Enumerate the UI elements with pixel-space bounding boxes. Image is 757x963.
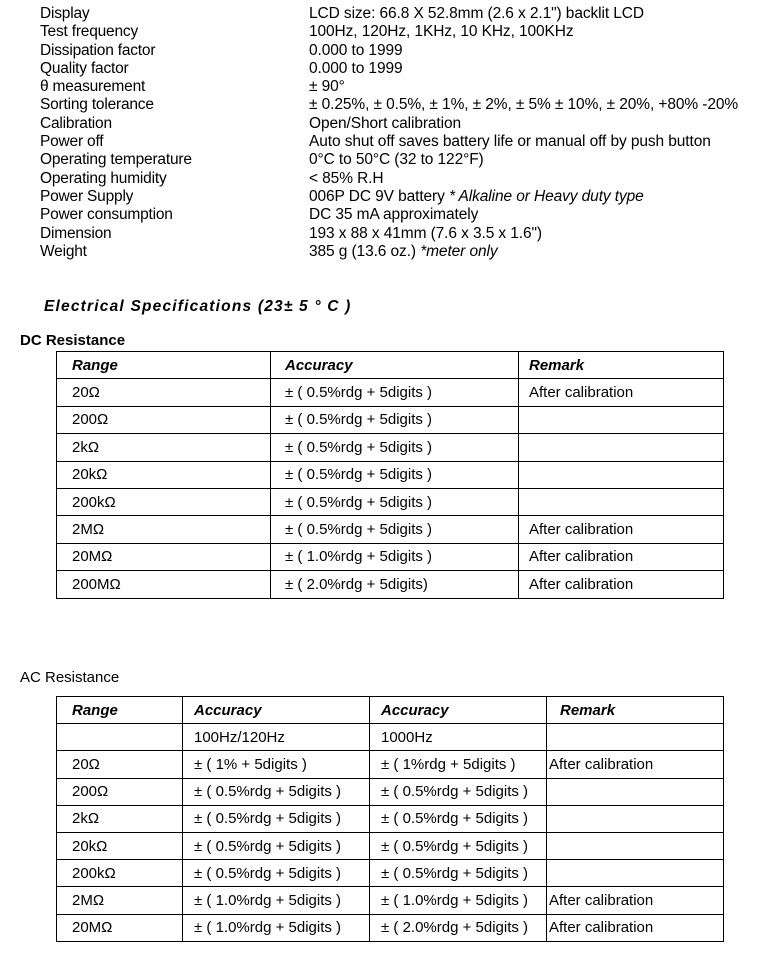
accuracy-cell: ± ( 0.5%rdg + 5digits ) [370,832,547,859]
spec-label: Quality factor [40,59,129,77]
spec-value: 100Hz, 120Hz, 1KHz, 10 KHz, 100KHz [309,23,574,41]
accuracy-cell: ± ( 0.5%rdg + 5digits ) [183,860,370,887]
table-row [57,379,724,406]
remark-cell [547,832,724,859]
spec-value: ± 0.25%, ± 0.5%, ± 1%, ± 2%, ± 5% ± 10%, ± 20%, +80% -20% [309,96,739,114]
column-header-remark: Remark [519,352,724,379]
range-cell: 200kΩ [57,488,271,515]
column-header-range: Range [57,352,271,379]
accuracy-cell: ± ( 1%rdg + 5digits ) [370,751,547,778]
accuracy-cell: ± ( 1.0%rdg + 5digits ) [370,887,547,914]
range-cell: 2MΩ [57,887,183,914]
spec-label: Dissipation factor [40,41,156,59]
column-header-remark: Remark [547,697,724,724]
spec-label: θ measurement [40,78,146,96]
spec-value: ± 90° [309,78,345,96]
table-header-row [57,352,724,379]
table-row [57,778,724,805]
frequency-subheader: 1000Hz [370,724,547,751]
spec-note: *meter only [420,242,498,260]
spec-value: 0°C to 50°C (32 to 122°F) [309,151,484,169]
range-cell: 200Ω [57,406,271,433]
remark-cell [547,805,724,832]
accuracy-cell: ± ( 0.5%rdg + 5digits ) [370,778,547,805]
accuracy-cell: ± ( 1.0%rdg + 5digits ) [183,887,370,914]
range-cell: 20Ω [57,751,183,778]
spec-label: Weight [40,242,87,260]
range-cell: 20MΩ [57,914,183,941]
spec-value [309,243,497,261]
accuracy-cell: ± ( 0.5%rdg + 5digits ) [271,488,519,515]
spec-label: Display [40,5,90,22]
spec-label: Power consumption [40,206,173,224]
accuracy-cell: ± ( 2.0%rdg + 5digits ) [370,914,547,941]
spec-value: DC 35 mA approximately [309,206,479,224]
column-header-accuracy: Accuracy [271,352,519,379]
table-row [57,488,724,515]
spec-value: Open/Short calibration [309,114,462,132]
accuracy-cell: ± ( 0.5%rdg + 5digits ) [271,379,519,406]
range-cell: 2MΩ [57,516,271,543]
accuracy-cell: ± ( 0.5%rdg + 5digits ) [183,778,370,805]
remark-cell: After calibration [547,887,724,914]
table-row [57,543,724,570]
ac-resistance-table [56,696,724,942]
remark-cell [519,488,724,515]
accuracy-cell: ± ( 1.0%rdg + 5digits ) [271,543,519,570]
table-row [57,406,724,433]
range-cell: 200MΩ [57,571,271,598]
table-row [57,461,724,488]
frequency-subheader: 100Hz/120Hz [183,724,370,751]
spec-label: Calibration [40,114,112,132]
dc-resistance-heading: DC Resistance [20,332,126,349]
table-row [57,805,724,832]
range-cell: 20Ω [57,379,271,406]
subheader-cell [547,724,724,751]
remark-cell [519,434,724,461]
spec-label: Operating temperature [40,151,192,169]
spec-label: Sorting tolerance [40,96,154,114]
ac-resistance-heading: AC Resistance [20,669,120,686]
electrical-specifications-title: Electrical Specifications (23± 5 ° C ) [44,298,352,315]
remark-cell: After calibration [519,516,724,543]
range-cell: 200Ω [57,778,183,805]
accuracy-cell: ± ( 0.5%rdg + 5digits ) [183,805,370,832]
spec-value: < 85% R.H [309,169,384,187]
accuracy-cell: ± ( 0.5%rdg + 5digits ) [271,461,519,488]
spec-label: Dimension [40,224,112,242]
table-row [57,571,724,598]
table-row [57,516,724,543]
table-row [57,887,724,914]
spec-value: 0.000 to 1999 [309,59,403,77]
remark-cell: After calibration [519,379,724,406]
accuracy-cell: ± ( 1% + 5digits ) [183,751,370,778]
spec-label: Power Supply [40,187,134,205]
spec-value: Auto shut off saves battery life or manual off by push button [309,133,711,151]
accuracy-cell: ± ( 2.0%rdg + 5digits) [271,571,519,598]
spec-value: LCD size: 66.8 X 52.8mm (2.6 x 2.1") backlit LCD [309,5,644,22]
dc-resistance-table [56,351,724,599]
remark-cell: After calibration [519,571,724,598]
spec-value-text: 385 g (13.6 oz.) [309,242,421,260]
range-cell: 2kΩ [57,805,183,832]
accuracy-cell: ± ( 0.5%rdg + 5digits ) [183,832,370,859]
spec-label: Test frequency [40,23,139,41]
table-header-row [57,697,724,724]
table-row [57,914,724,941]
range-cell: 200kΩ [57,860,183,887]
range-cell: 2kΩ [57,434,271,461]
spec-label: Power off [40,133,104,151]
accuracy-cell: ± ( 0.5%rdg + 5digits ) [370,860,547,887]
range-cell: 20kΩ [57,832,183,859]
table-row [57,434,724,461]
spec-value-text: 006P DC 9V battery [309,187,449,205]
spec-value [309,188,644,206]
spec-value: 0.000 to 1999 [309,41,403,59]
accuracy-cell: ± ( 0.5%rdg + 5digits ) [271,434,519,461]
spec-note: * Alkaline or Heavy duty type [448,187,644,205]
subheader-cell [57,724,183,751]
table-row [57,860,724,887]
column-header-accuracy-low-frequency: Accuracy [183,697,370,724]
accuracy-cell: ± ( 0.5%rdg + 5digits ) [271,406,519,433]
table-row [57,751,724,778]
remark-cell [519,406,724,433]
remark-cell [547,860,724,887]
table-subheader-row [57,724,724,751]
remark-cell [519,461,724,488]
remark-cell: After calibration [519,543,724,570]
range-cell: 20MΩ [57,543,271,570]
accuracy-cell: ± ( 1.0%rdg + 5digits ) [183,914,370,941]
column-header-range: Range [57,697,183,724]
spec-value: 193 x 88 x 41mm (7.6 x 3.5 x 1.6") [309,224,542,242]
spec-label: Operating humidity [40,169,167,187]
column-header-accuracy-high-frequency: Accuracy [370,697,547,724]
remark-cell [547,778,724,805]
table-row [57,832,724,859]
accuracy-cell: ± ( 0.5%rdg + 5digits ) [370,805,547,832]
range-cell: 20kΩ [57,461,271,488]
remark-cell: After calibration [547,914,724,941]
remark-cell: After calibration [547,751,724,778]
accuracy-cell: ± ( 0.5%rdg + 5digits ) [271,516,519,543]
